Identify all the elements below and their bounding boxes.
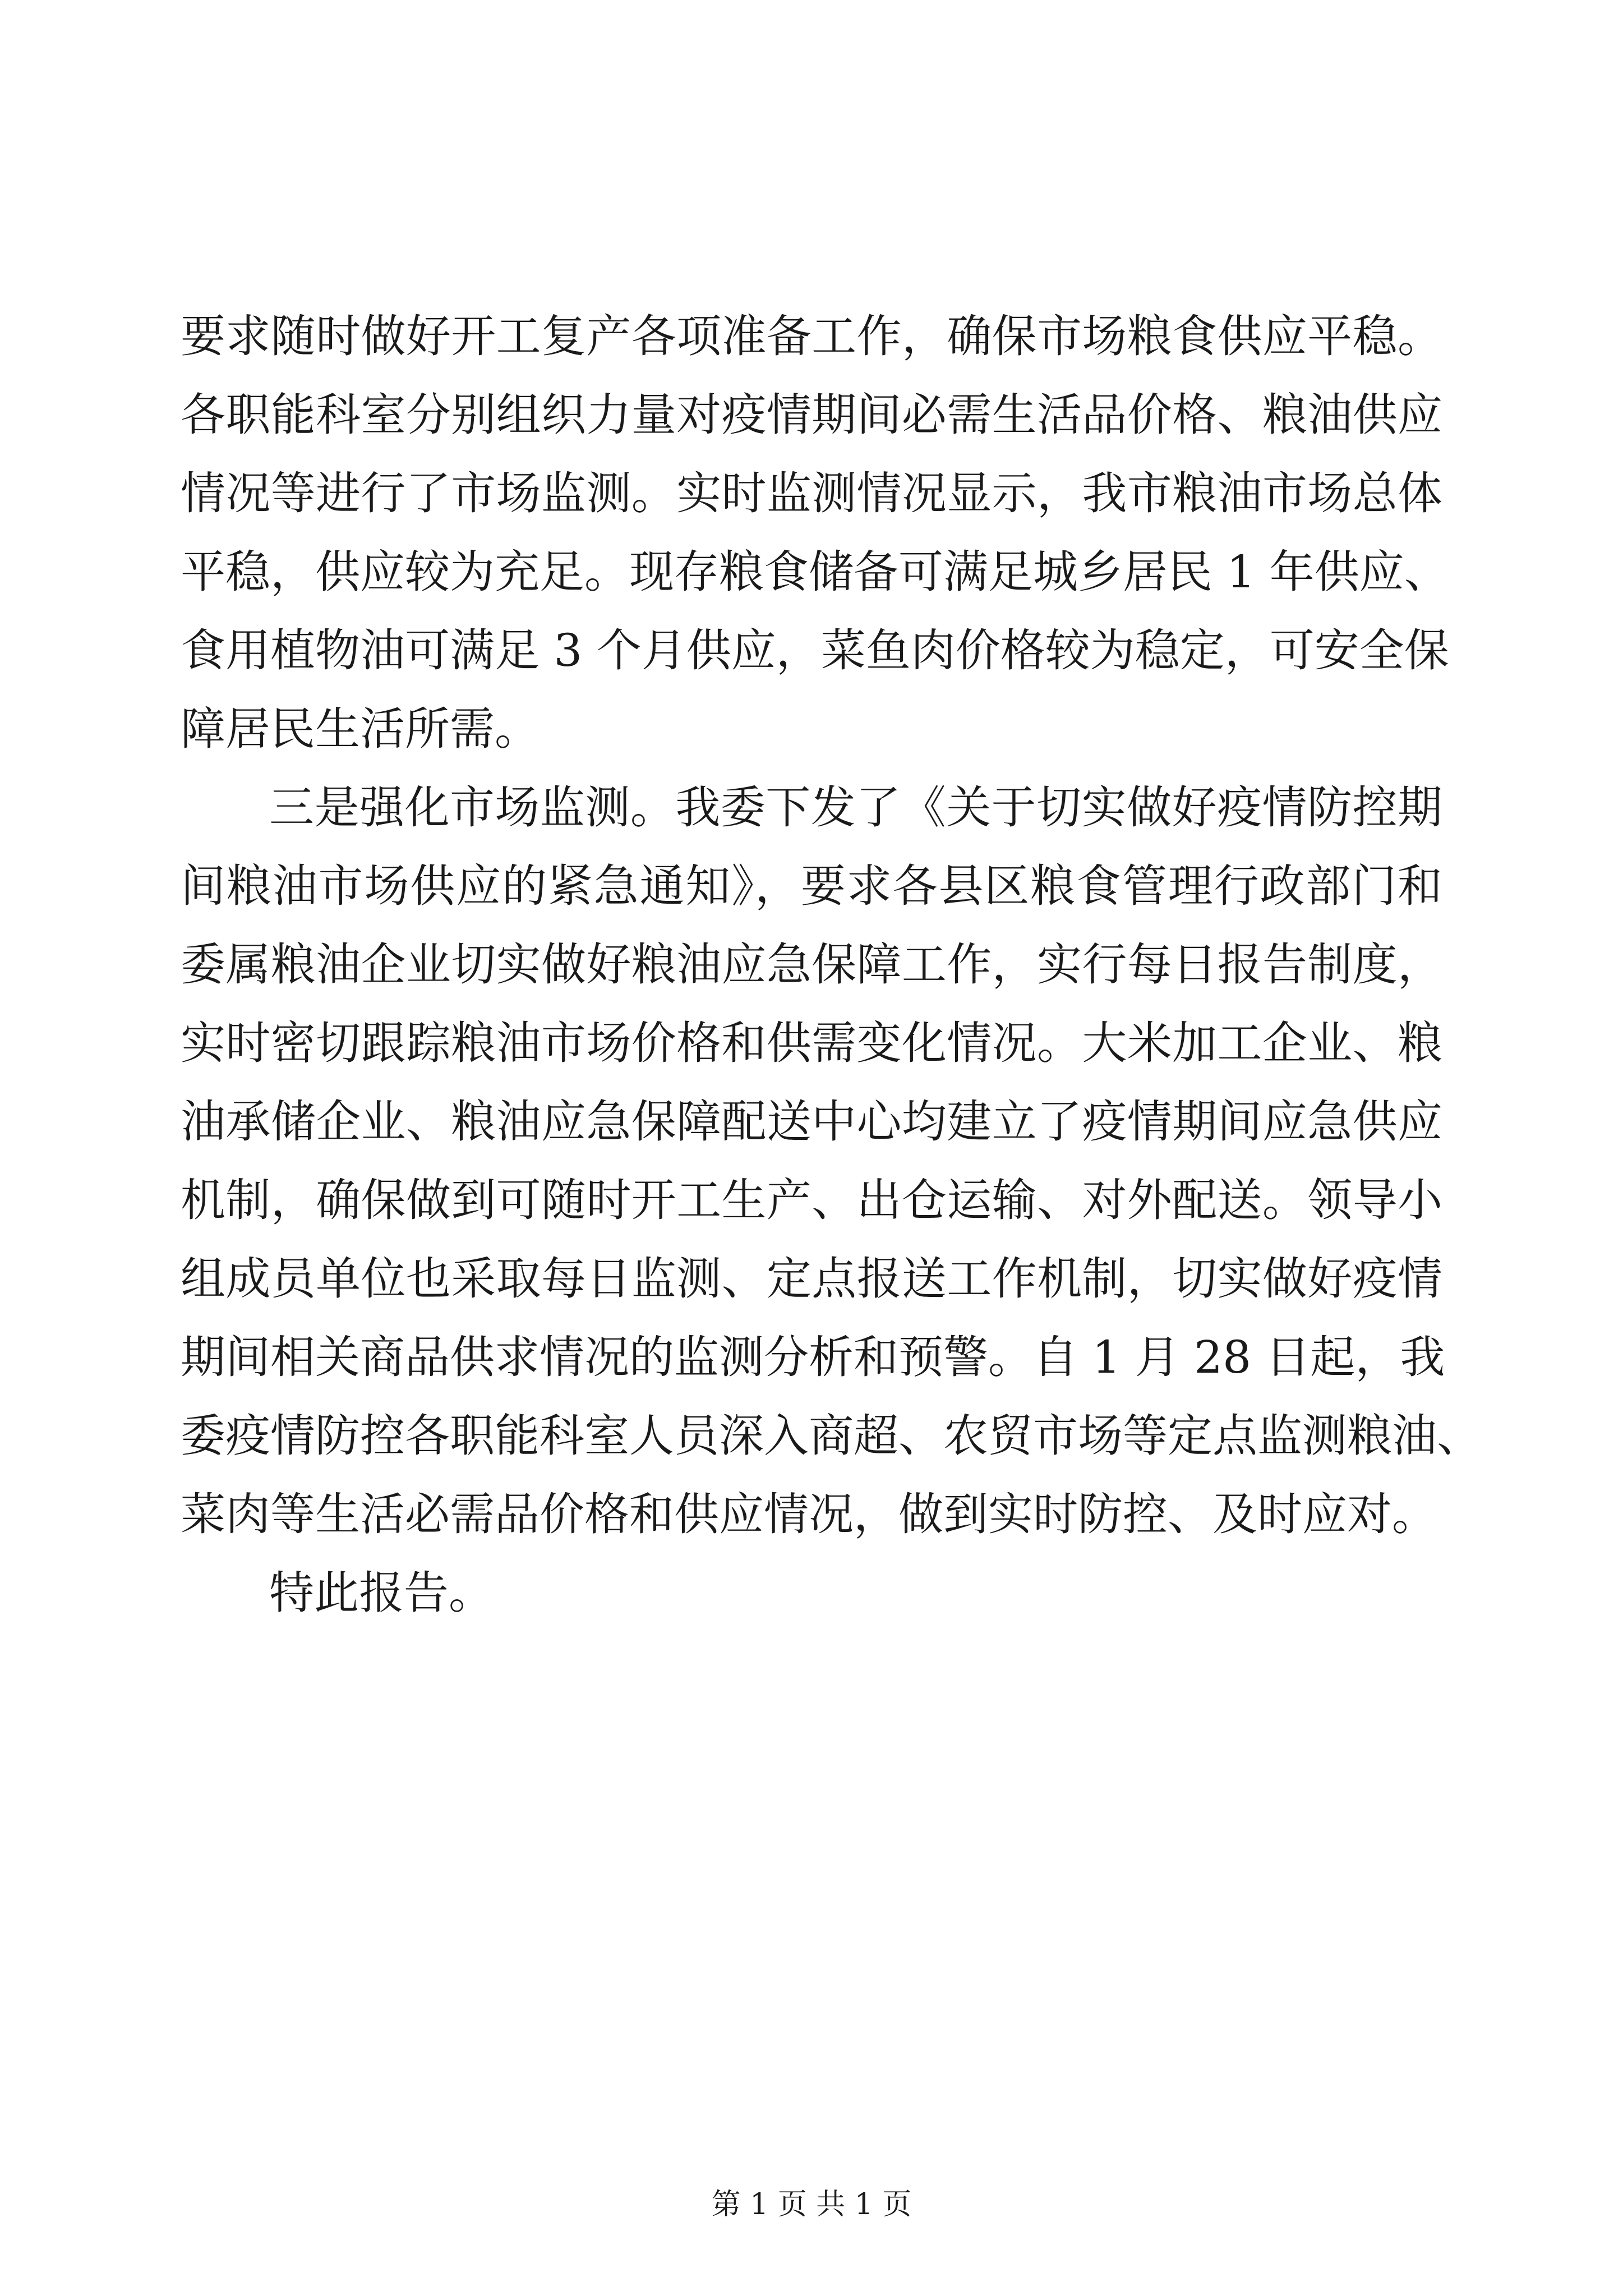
page-number-footer: 第 1 页 共 1 页 [711,2188,912,2221]
paragraph-1-line-5: 食用植物油可满足 3 个月供应，菜鱼肉价格较为稳定，可安全保 [181,624,1449,677]
paragraph-2-line-10: 菜肉等生活必需品价格和供应情况，做到实时防控、及时应对。 [181,1488,1437,1540]
paragraph-2-line-8: 期间相关商品供求情况的监测分析和预警。自 1 月 28 日起，我 [181,1331,1445,1383]
paragraph-2-line-6: 机制，确保做到可随时开工生产、出仓运输、对外配送。领导小 [181,1174,1442,1226]
paragraph-2-line-4: 实时密切跟踪粮油市场价格和供需变化情况。大米加工企业、粮 [181,1017,1442,1069]
paragraph-1-line-3: 情况等进行了市场监测。实时监测情况显示，我市粮油市场总体 [181,467,1442,519]
paragraph-2-line-5: 油承储企业、粮油应急保障配送中心均建立了疫情期间应急供应 [181,1096,1442,1148]
paragraph-2-line-3: 委属粮油企业切实做好粮油应急保障工作，实行每日报告制度， [181,938,1442,991]
paragraph-1-line-1: 要求随时做好开工复产各项准备工作，确保市场粮食供应平稳。 [181,310,1442,362]
closing-line: 特此报告。 [269,1567,494,1619]
paragraph-1-line-2: 各职能科室分别组织力量对疫情期间必需生活品价格、粮油供应 [181,389,1442,441]
paragraph-2-line-2: 间粮油市场供应的紧急通知》，要求各县区粮食管理行政部门和 [181,860,1442,912]
paragraph-1-line-6: 障居民生活所需。 [181,703,540,755]
paragraph-2-line-7: 组成员单位也采取每日监测、定点报送工作机制，切实做好疫情 [181,1253,1442,1305]
paragraph-2-line-1: 三是强化市场监测。我委下发了《关于切实做好疫情防控期 [269,781,1442,834]
paragraph-2-line-9: 委疫情防控各职能科室人员深入商超、农贸市场等定点监测粮油、 [181,1410,1482,1462]
paragraph-1-line-4: 平稳，供应较为充足。现存粮食储备可满足城乡居民 1 年供应、 [181,546,1449,598]
